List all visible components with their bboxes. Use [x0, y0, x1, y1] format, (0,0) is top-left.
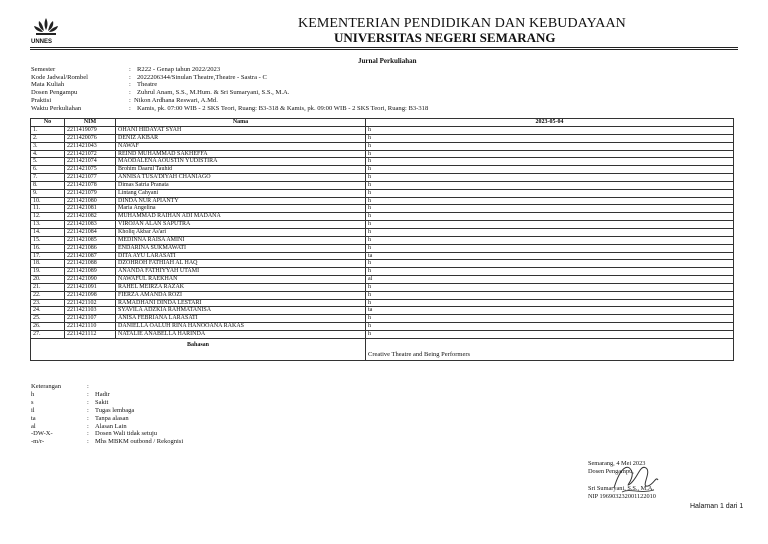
info-row: Semester : R222 - Genap tahun 2022/2023	[31, 66, 221, 73]
info-key: Mata Kuliah	[31, 81, 65, 88]
cell-no: 7.	[31, 174, 65, 182]
cell-status: h	[366, 330, 734, 338]
cell-nama: Dimas Satria Pranata	[116, 181, 366, 189]
signature-place-date: Semarang, 4 Mei 2023	[588, 460, 646, 467]
cell-status: h	[366, 158, 734, 166]
cell-status: ta	[366, 307, 734, 315]
table-row	[31, 142, 734, 150]
header-divider	[30, 47, 738, 48]
cell-nim: 2211421085	[65, 236, 116, 244]
cell-no: 9.	[31, 189, 65, 197]
cell-nama: Maria Angelina	[116, 205, 366, 213]
table-row	[31, 283, 734, 291]
cell-nim: 2211421112	[65, 330, 116, 338]
info-key: Dosen Pengampu	[31, 89, 78, 96]
cell-status: ta	[366, 252, 734, 260]
legend-items	[31, 391, 183, 446]
table-row	[31, 197, 734, 205]
cell-status: h	[366, 134, 734, 142]
table-header-row	[31, 119, 734, 127]
cell-status: h	[366, 213, 734, 221]
cell-status: h	[366, 205, 734, 213]
ministry-heading: KEMENTERIAN PENDIDIKAN DAN KEBUDAYAAN	[298, 16, 626, 31]
cell-no: 22.	[31, 291, 65, 299]
legend-code: al	[31, 422, 36, 430]
cell-nama: REIND MUHAMMAD SAKHEFFA	[116, 150, 366, 158]
cell-status: h	[366, 283, 734, 291]
table-row	[31, 134, 734, 142]
cell-nim: 2211421110	[65, 323, 116, 331]
info-value: Zuhrul Anam, S.S., M.Hum. & Sri Sumaryani, S.S., M.A.	[137, 89, 290, 96]
cell-status: h	[366, 315, 734, 323]
table-row	[31, 276, 734, 284]
table-row	[31, 299, 734, 307]
cell-status: h	[366, 127, 734, 135]
cell-nama: Kholiq Akbar As'ari	[116, 228, 366, 236]
legend-item: h : Hadir	[31, 390, 110, 398]
cell-no: 12.	[31, 213, 65, 221]
legend-desc: Mhs MBKM outbond / Rekognisi	[95, 438, 184, 446]
university-heading: UNIVERSITAS NEGERI SEMARANG	[334, 30, 556, 45]
cell-status: h	[366, 166, 734, 174]
info-value: R222 - Genap tahun 2022/2023	[137, 66, 221, 73]
cell-status: h	[366, 189, 734, 197]
cell-status: h	[366, 291, 734, 299]
signature-role: Dosen Pengampu,	[588, 468, 634, 475]
col-header-date: 2023-05-04	[366, 119, 734, 127]
cell-no: 25.	[31, 315, 65, 323]
cell-nama: ANNISA TUSA'DIYAH CHANIAGO	[116, 174, 366, 182]
cell-no: 8.	[31, 181, 65, 189]
cell-no: 17.	[31, 252, 65, 260]
cell-nim: 2211421081	[65, 205, 116, 213]
table-row	[31, 189, 734, 197]
cell-nim: 2211421089	[65, 268, 116, 276]
cell-nama: DINDA NUR APIANTY	[116, 197, 366, 205]
cell-status: h	[366, 260, 734, 268]
info-value: Kamis, pk. 07:00 WIB - 2 SKS Teori, Ruang: B3-318 & Kamis, pk. 09:00 WIB - 2 SKS Teori, Ruang: B3-318	[137, 105, 429, 112]
col-header-no: No	[31, 119, 65, 127]
table-row	[31, 260, 734, 268]
cell-nama: MAODALENA AOUSTIN YUDISTIRA	[116, 158, 366, 166]
legend-item: ta : Tanpa alasan	[31, 414, 129, 422]
cell-nama: OHANI HIDAYAT SYAH	[116, 127, 366, 135]
cell-nim: 2211421090	[65, 276, 116, 284]
attendance-table	[30, 118, 734, 361]
cell-no: 19.	[31, 268, 65, 276]
cell-no: 14.	[31, 228, 65, 236]
cell-nim: 2211419079	[65, 127, 116, 135]
cell-nim: 2211421087	[65, 252, 116, 260]
cell-status: h	[366, 197, 734, 205]
cell-nama: ANANDA FATHIYYAH UTAMI	[116, 268, 366, 276]
info-row: Dosen Pengampu : Zuhrul Anam, S.S., M.Hum. & Sri Sumaryani, S.S., M.A.	[31, 89, 290, 96]
cell-status: h	[366, 299, 734, 307]
cell-nim: 2211421098	[65, 291, 116, 299]
signature-nip: NIP 196903232001122010	[588, 493, 656, 500]
table-row	[31, 166, 734, 174]
table-row	[31, 307, 734, 315]
cell-status: h	[366, 150, 734, 158]
legend-title-row	[31, 383, 183, 391]
cell-nim: 2211421043	[65, 142, 116, 150]
cell-status: h	[366, 268, 734, 276]
cell-no: 2.	[31, 134, 65, 142]
legend-code: ta	[31, 414, 36, 422]
cell-nim: 2211421086	[65, 244, 116, 252]
journal-title: Jurnal Perkuliahan	[358, 57, 417, 65]
legend-desc: Sakit	[95, 398, 109, 406]
table-row	[31, 244, 734, 252]
cell-nim: 2211421075	[65, 166, 116, 174]
cell-nama: FIERZA AMANDA ROZI	[116, 291, 366, 299]
cell-no: 4.	[31, 150, 65, 158]
cell-nim: 2211421103	[65, 307, 116, 315]
cell-no: 24.	[31, 307, 65, 315]
cell-nim: 2211421074	[65, 158, 116, 166]
cell-no: 21.	[31, 283, 65, 291]
cell-no: 5.	[31, 158, 65, 166]
legend-code: s	[31, 398, 34, 406]
cell-nama: SYAVILA ADZKIA RAHMATANISA	[116, 307, 366, 315]
cell-no: 10.	[31, 197, 65, 205]
table-row	[31, 205, 734, 213]
cell-status: h	[366, 181, 734, 189]
cell-no: 26.	[31, 323, 65, 331]
cell-nama: DENIZ AKBAR	[116, 134, 366, 142]
cell-nim: 2211421102	[65, 299, 116, 307]
cell-no: 18.	[31, 260, 65, 268]
table-row	[31, 127, 734, 135]
info-key: Semester	[31, 66, 56, 73]
info-row: Kode Jadwal/Rombel : 2022206344/Sinulan Theatre,Theatre - Sastra - C	[31, 73, 267, 81]
cell-no: 1.	[31, 127, 65, 135]
legend-desc: Tugas lembaga	[95, 406, 135, 414]
cell-nama: VIROJAN ALAN SAPUTRA	[116, 221, 366, 229]
table-row	[31, 158, 734, 166]
table-row	[31, 221, 734, 229]
cell-nama: DITA AYU LARASATI	[116, 252, 366, 260]
cell-nama: Brohim Daarul Tauhid	[116, 166, 366, 174]
legend-code: h	[31, 390, 35, 398]
table-row	[31, 268, 734, 276]
cell-nama: MEDINNA RAISA AMINI	[116, 236, 366, 244]
info-key: Praktisi	[31, 97, 52, 104]
legend-desc: Dosen Wali tidak setuju	[95, 430, 158, 438]
cell-status: h	[366, 244, 734, 252]
cell-nama: MUHAMMAD RAIHAN ADI MADANA	[116, 213, 366, 221]
info-value: 2022206344/Sinulan Theatre,Theatre - Sastra - C	[137, 73, 267, 81]
col-header-nama: Nama	[116, 119, 366, 127]
legend-code: -m/r-	[31, 438, 45, 446]
legend-title-colon: :	[87, 383, 89, 390]
cell-status: h	[366, 228, 734, 236]
legend-desc: Tanpa alasan	[95, 414, 129, 422]
bahasan-value: Creative Theatre and Being Performers	[366, 338, 734, 360]
legend-code: -DW-X-	[31, 430, 53, 438]
cell-no: 11.	[31, 205, 65, 213]
cell-nama: NAWAFUL RAEKHAN	[116, 276, 366, 284]
table-row	[31, 330, 734, 338]
cell-no: 3.	[31, 142, 65, 150]
cell-no: 23.	[31, 299, 65, 307]
cell-status: h	[366, 142, 734, 150]
info-row: Praktisi : Nikon Ardhana Reswari, A.Md.	[31, 97, 218, 104]
attendance-body	[31, 127, 734, 339]
header-divider-2	[30, 49, 738, 50]
info-row: Waktu Perkuliahan : Kamis, pk. 07:00 WIB - 2 SKS Teori, Ruang: B3-318 & Kamis, pk. 09:00 WIB - 2 SKS Teori, Ruang: B3-318	[31, 105, 429, 112]
legend-item: al : Alasan Lain	[31, 422, 127, 430]
cell-no: 20.	[31, 276, 65, 284]
info-key: Kode Jadwal/Rombel	[31, 73, 88, 81]
table-row	[31, 150, 734, 158]
table-row	[31, 181, 734, 189]
cell-no: 13.	[31, 221, 65, 229]
info-row: Mata Kuliah : Theatre	[31, 81, 158, 88]
bahasan-row	[31, 338, 734, 360]
legend-item: il : Tugas lembaga	[31, 406, 135, 414]
table-row	[31, 323, 734, 331]
cell-nama: RAHEL MEIRZA RAZAK	[116, 283, 366, 291]
cell-nama: Lintang Cahyani	[116, 189, 366, 197]
cell-no: 6.	[31, 166, 65, 174]
cell-nama: DANIELLA OALUH RINA HANOOANA RAKAS	[116, 323, 366, 331]
cell-nama: NATALIE ANABELLA HARINDA	[116, 330, 366, 338]
cell-nim: 2211421091	[65, 283, 116, 291]
cell-nim: 2211421079	[65, 189, 116, 197]
cell-status: al	[366, 276, 734, 284]
cell-nim: 2211421078	[65, 181, 116, 189]
cell-status: h	[366, 221, 734, 229]
cell-nim: 2211421082	[65, 213, 116, 221]
legend	[31, 383, 183, 446]
table-row	[31, 291, 734, 299]
col-header-nim: NIM	[65, 119, 116, 127]
legend-item: -DW-X- : Dosen Wali tidak setuju	[31, 430, 158, 438]
cell-nama: ANISA FEBRIANA LARASATI	[116, 315, 366, 323]
signature-scribble-icon	[610, 458, 662, 498]
cell-status: h	[366, 236, 734, 244]
cell-nama: NAWAF	[116, 142, 366, 150]
legend-desc: Alasan Lain	[95, 422, 127, 430]
table-row	[31, 228, 734, 236]
cell-nama: DZOHROH FATHIAH AL HAQ	[116, 260, 366, 268]
cell-status: h	[366, 323, 734, 331]
logo-caption: UNNES	[31, 39, 53, 45]
cell-nama: RAMADHANI DINDA LESTARI	[116, 299, 366, 307]
table-row	[31, 252, 734, 260]
cell-no: 27.	[31, 330, 65, 338]
cell-no: 15.	[31, 236, 65, 244]
legend-desc: Hadir	[95, 390, 110, 398]
cell-nim: 2211421080	[65, 197, 116, 205]
cell-nim: 2211421107	[65, 315, 116, 323]
cell-nim: 2211420076	[65, 134, 116, 142]
legend-item: -m/r- : Mhs MBKM outbond / Rekognisi	[31, 438, 184, 446]
signature-name: Sri Sumaryani, S.S., M.A.	[588, 485, 654, 492]
cell-nim: 2211421077	[65, 174, 116, 182]
cell-nama: ENDARINA SUKMAWATI	[116, 244, 366, 252]
bahasan-label: Bahasan	[31, 338, 366, 360]
cell-nim: 2211421084	[65, 228, 116, 236]
cell-no: 16.	[31, 244, 65, 252]
info-value: Nikon Ardhana Reswari, A.Md.	[134, 97, 218, 104]
cell-nim: 2211421072	[65, 150, 116, 158]
table-row	[31, 236, 734, 244]
table-row	[31, 315, 734, 323]
table-row	[31, 174, 734, 182]
cell-status: h	[366, 174, 734, 182]
legend-code: il	[31, 406, 35, 414]
cell-nim: 2211421088	[65, 260, 116, 268]
legend-item: s : Sakit	[31, 398, 109, 406]
cell-nim: 2211421083	[65, 221, 116, 229]
info-key: Waktu Perkuliahan	[31, 105, 82, 112]
info-value: Theatre	[137, 81, 158, 88]
page-indicator: Halaman 1 dari 1	[690, 503, 744, 510]
table-row	[31, 213, 734, 221]
legend-title: Keterangan	[31, 383, 61, 390]
